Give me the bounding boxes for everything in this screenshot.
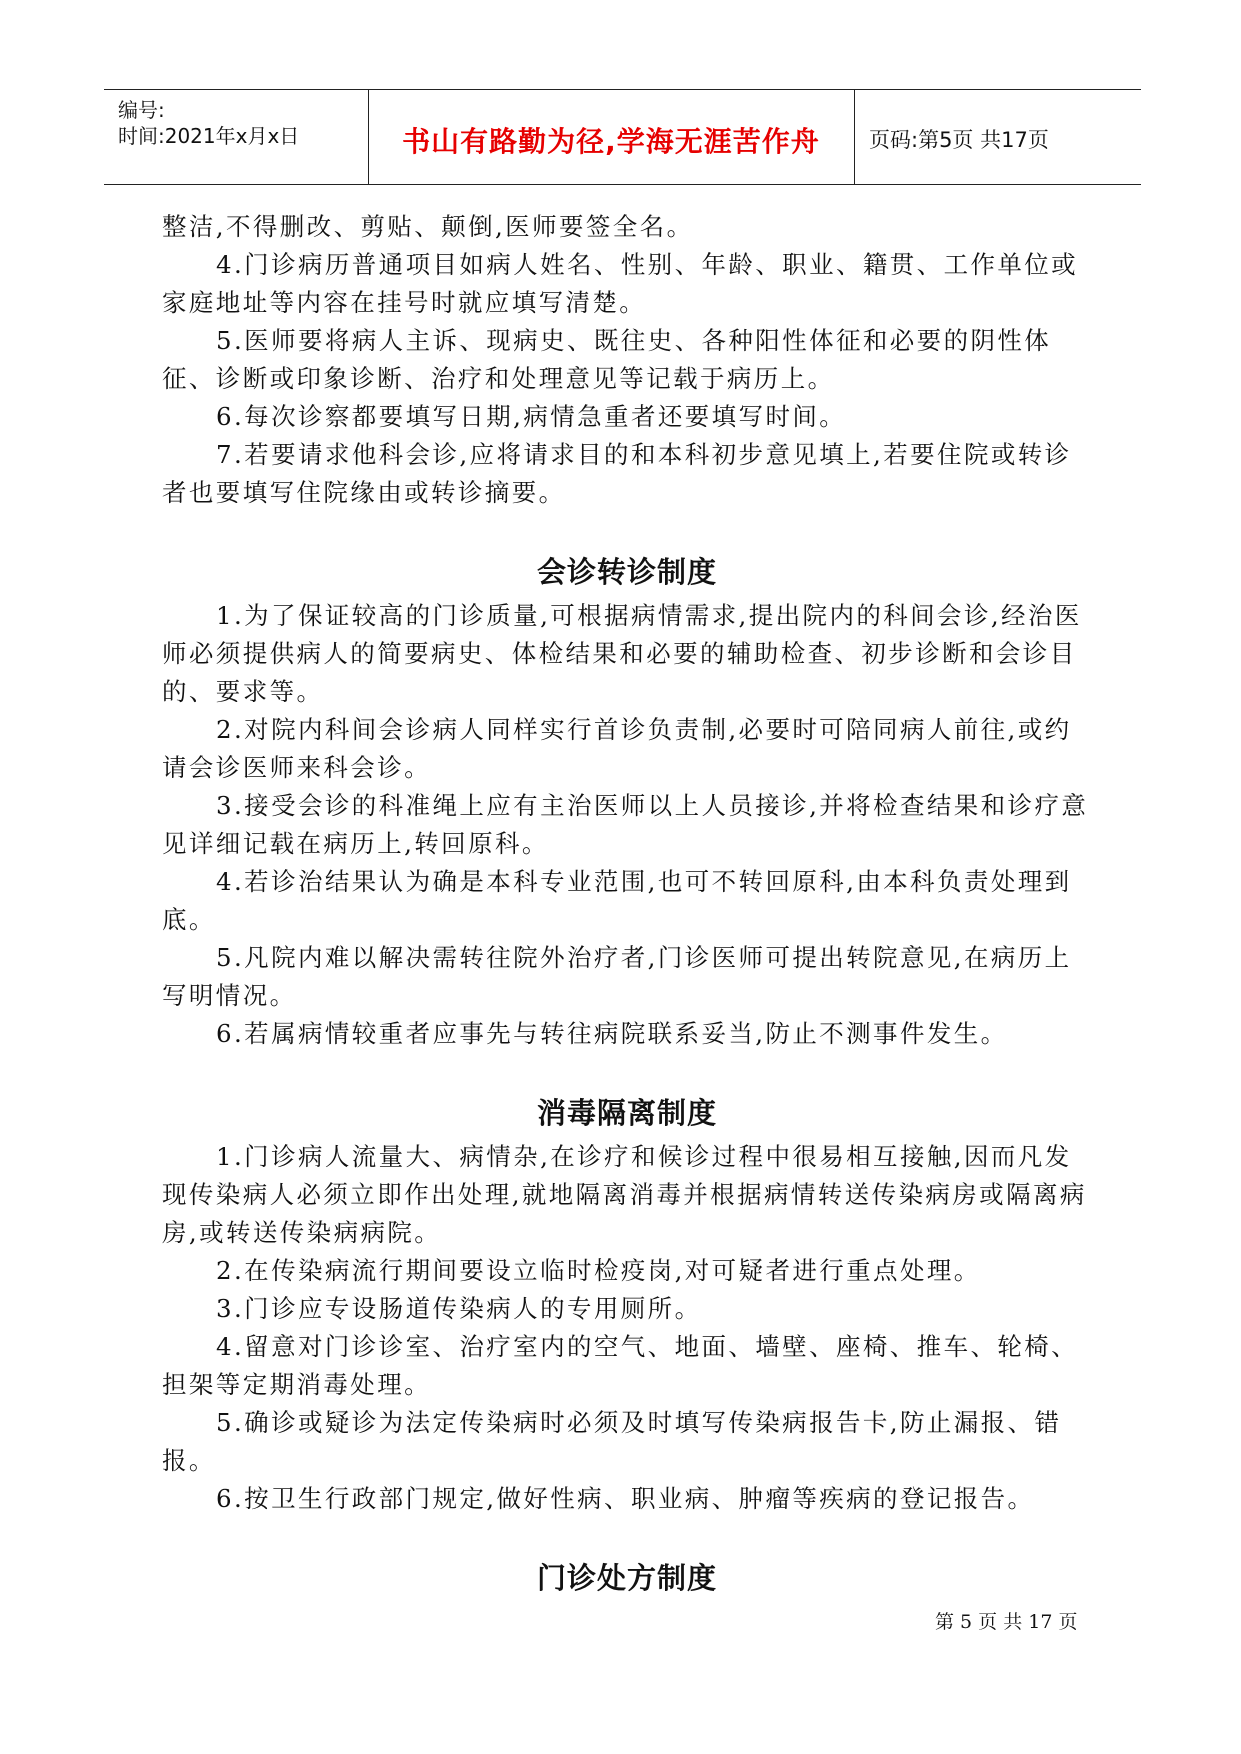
- paragraph: 整洁,不得删改、剪贴、颠倒,医师要签全名。: [162, 212, 694, 241]
- page-footer: 第 5 页 共 17 页: [935, 1611, 1078, 1633]
- paragraph: 5.确诊或疑诊为法定传染病时必须及时填写传染病报告卡,防止漏报、错报。: [162, 1408, 1062, 1475]
- paragraph: 6.若属病情较重者应事先与转往病院联系妥当,防止不测事件发生。: [216, 1019, 1008, 1048]
- paragraph: 1.门诊病人流量大、病情杂,在诊疗和候诊过程中很易相互接触,因而凡发现传染病人必须立即作出处理,就地隔离消毒并根据病情转送传染病房或隔离病房,或转送传染病病院。: [162, 1142, 1087, 1247]
- paragraph: 6.按卫生行政部门规定,做好性病、职业病、肿瘤等疾病的登记报告。: [216, 1484, 1035, 1513]
- paragraph: 5.凡院内难以解决需转往院外治疗者,门诊医师可提出转院意见,在病历上写明情况。: [162, 943, 1072, 1010]
- paragraph: 3.接受会诊的科准绳上应有主治医师以上人员接诊,并将检查结果和诊疗意见详细记载在病历上,转回原科。: [162, 791, 1089, 858]
- paragraph: 3.门诊应专设肠道传染病人的专用厕所。: [216, 1294, 702, 1323]
- header-meta-cell: [104, 90, 369, 184]
- document-body: [162, 208, 1092, 1597]
- header-page-info: 页码:第5页 共17页: [869, 128, 1049, 152]
- paragraph: 4.门诊病历普通项目如病人姓名、性别、年龄、职业、籍贯、工作单位或家庭地址等内容在挂号时就应填写清楚。: [162, 250, 1079, 317]
- paragraph: 2.对院内科间会诊病人同样实行首诊负责制,必要时可陪同病人前往,或约请会诊医师来科会诊。: [162, 715, 1072, 782]
- paragraph: 6.每次诊察都要填写日期,病情急重者还要填写时间。: [216, 402, 847, 431]
- header-page-cell: [855, 90, 1141, 184]
- paragraph: 7.若要请求他科会诊,应将请求目的和本科初步意见填上,若要住院或转诊者也要填写住院缘由或转诊摘要。: [162, 440, 1072, 507]
- document-number-label: 编号:: [118, 98, 165, 122]
- paragraph: 4.留意对门诊诊室、治疗室内的空气、地面、墙壁、座椅、推车、轮椅、担架等定期消毒处理。: [162, 1332, 1079, 1399]
- header-motto: 书山有路勤为径,学海无涯苦作舟: [402, 125, 820, 158]
- section-title: 会诊转诊制度: [536, 555, 717, 589]
- paragraph: 2.在传染病流行期间要设立临时检疫岗,对可疑者进行重点处理。: [216, 1256, 981, 1285]
- paragraph: 5.医师要将病人主诉、现病史、既往史、各种阳性体征和必要的阴性体征、诊断或印象诊断、治疗和处理意见等记载于病历上。: [162, 326, 1052, 393]
- section-title: 消毒隔离制度: [536, 1096, 717, 1130]
- document-time-label: 时间:2021年x月x日: [118, 124, 300, 148]
- header-motto-cell: [368, 90, 855, 184]
- page-header: [104, 89, 1141, 185]
- paragraph: 1.为了保证较高的门诊质量,可根据病情需求,提出院内的科间会诊,经治医师必须提供病人的简要病史、体检结果和必要的辅助检查、初步诊断和会诊目的、要求等。: [162, 601, 1082, 706]
- paragraph: 4.若诊治结果认为确是本科专业范围,也可不转回原科,由本科负责处理到底。: [162, 867, 1072, 934]
- section-title: 门诊处方制度: [536, 1561, 717, 1595]
